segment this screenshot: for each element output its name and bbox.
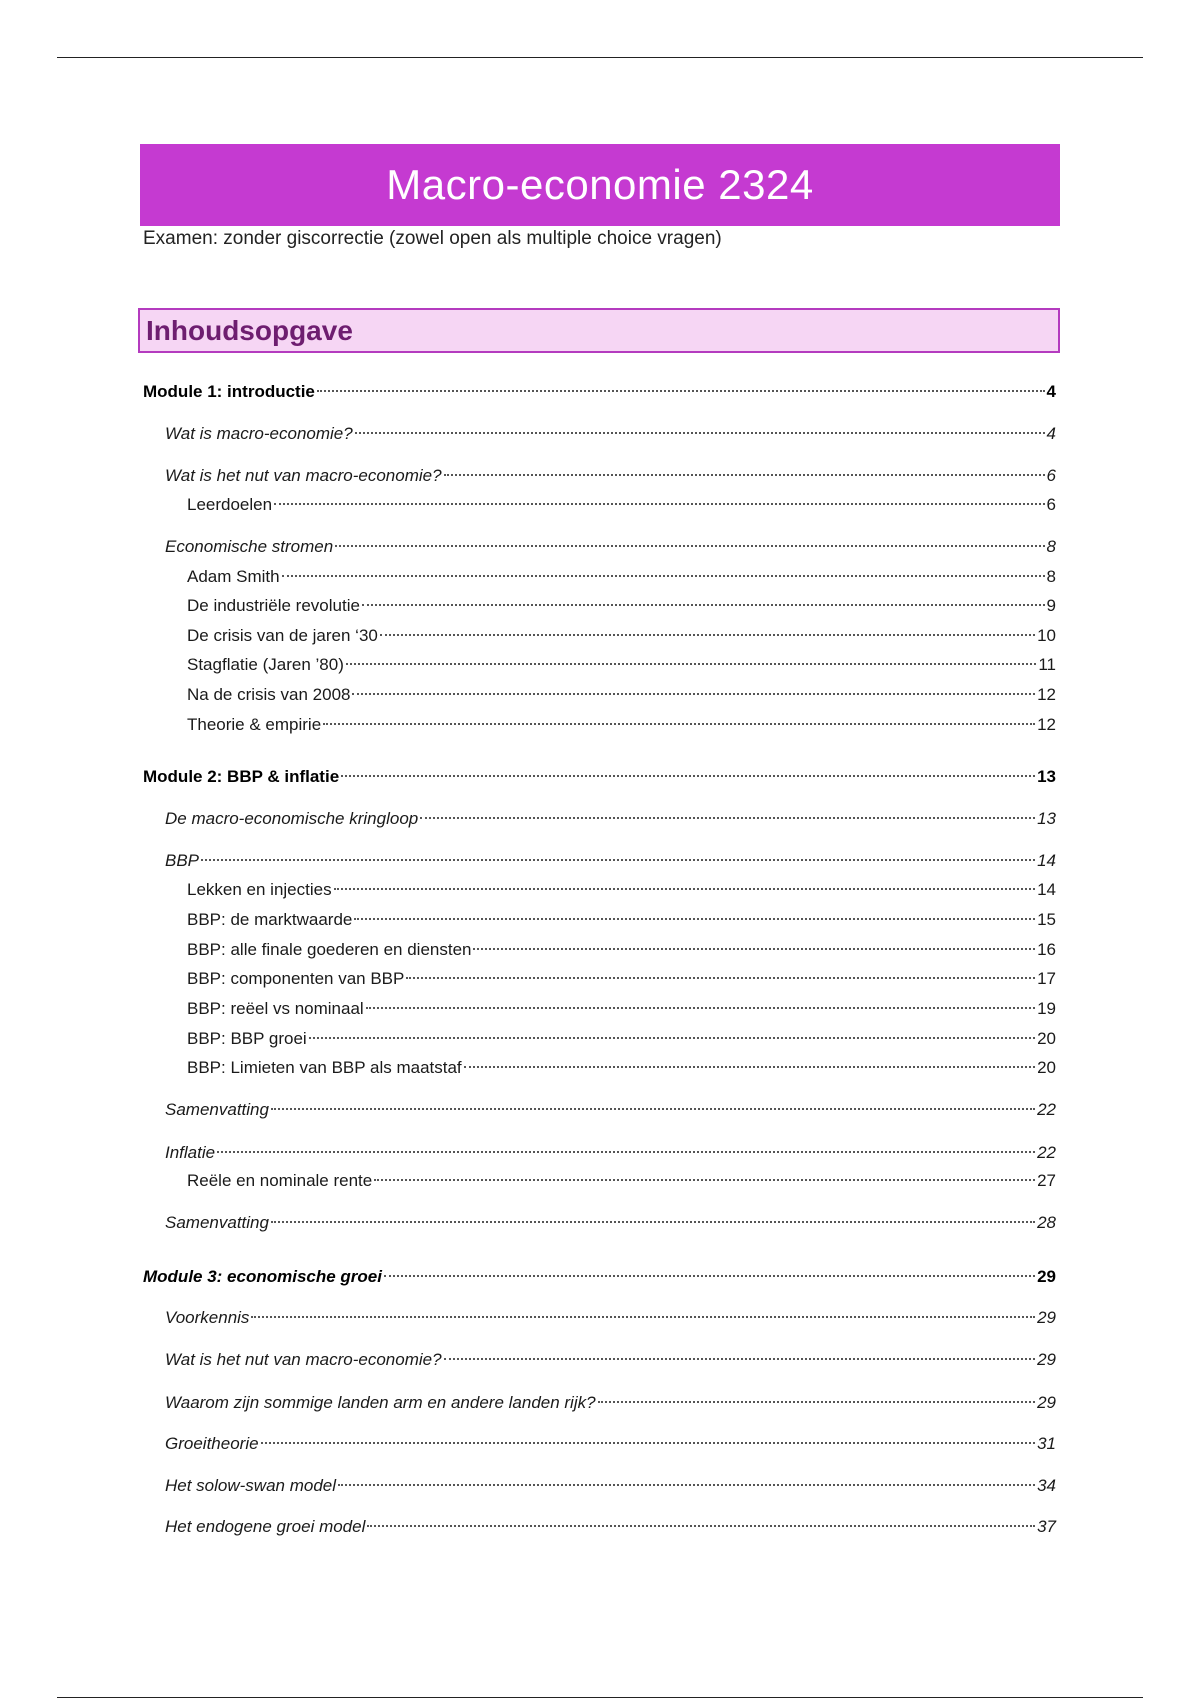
dot-leader <box>354 918 1035 920</box>
toc-entry-label: Lekken en injecties <box>187 880 332 899</box>
dot-leader <box>444 1358 1036 1360</box>
toc-entry[interactable] <box>187 713 1056 737</box>
title-banner <box>140 144 1060 226</box>
dot-leader <box>367 1525 1035 1527</box>
toc-entry-page: 29 <box>1037 1308 1056 1327</box>
toc-entry-page: 14 <box>1037 880 1056 899</box>
toc-entry[interactable] <box>165 1141 1056 1165</box>
toc-entry-page: 22 <box>1037 1143 1056 1162</box>
toc-entry-label: Wat is het nut van macro-economie? <box>165 466 442 485</box>
toc-entry-page: 29 <box>1037 1350 1056 1369</box>
toc-entry-label: Samenvatting <box>165 1100 269 1119</box>
toc-entry-label: Reële en nominale rente <box>187 1171 373 1190</box>
toc-entry-label: Module 2: BBP & inflatie <box>143 767 340 786</box>
dot-leader <box>352 693 1035 695</box>
toc-entry-label: Economische stromen <box>165 537 334 556</box>
dot-leader <box>464 1066 1035 1068</box>
toc-entry[interactable] <box>187 594 1056 618</box>
toc-entry[interactable] <box>165 535 1056 559</box>
toc-heading: Inhoudsopgave <box>146 314 353 346</box>
toc-entry[interactable] <box>187 565 1056 589</box>
toc-entry-page: 34 <box>1037 1476 1056 1495</box>
dot-leader <box>598 1401 1036 1403</box>
footer-rule <box>57 1697 1143 1698</box>
toc-entry[interactable] <box>143 380 1056 404</box>
toc-entry-page: 14 <box>1037 851 1056 870</box>
toc-entry-label: De crisis van de jaren ‘30 <box>187 626 378 645</box>
dot-leader <box>366 1007 1035 1009</box>
toc-entry[interactable] <box>143 765 1056 789</box>
toc-entry-label: BBP: BBP groei <box>187 1029 307 1048</box>
toc-entry[interactable] <box>165 1098 1056 1122</box>
toc-entry-label: BBP <box>165 851 200 870</box>
toc-entry-page: 10 <box>1037 626 1056 645</box>
toc-entry-page: 28 <box>1037 1213 1056 1232</box>
toc-entry-label: Wat is het nut van macro-economie? <box>165 1350 442 1369</box>
dot-leader <box>338 1484 1035 1486</box>
dot-leader <box>317 390 1045 392</box>
toc-entry[interactable] <box>187 624 1056 648</box>
toc-entry-label: BBP: alle finale goederen en diensten <box>187 940 472 959</box>
toc-entry[interactable] <box>187 908 1056 932</box>
toc-entry[interactable] <box>187 997 1056 1021</box>
dot-leader <box>384 1275 1035 1277</box>
toc-entry[interactable] <box>165 1211 1056 1235</box>
toc-entry-page: 37 <box>1037 1517 1056 1536</box>
toc-entry[interactable] <box>187 938 1056 962</box>
toc-entry[interactable] <box>187 1027 1056 1051</box>
toc-entry[interactable] <box>187 683 1056 707</box>
toc-entry-label: BBP: reëel vs nominaal <box>187 999 364 1018</box>
dot-leader <box>201 859 1035 861</box>
toc-entry[interactable] <box>165 422 1056 446</box>
toc-entry-page: 29 <box>1037 1267 1056 1286</box>
toc-entry[interactable] <box>165 807 1056 831</box>
dot-leader <box>341 775 1035 777</box>
toc-entry-page: 8 <box>1046 537 1056 556</box>
exam-note: Examen: zonder giscorrectie (zowel open als multiple choice vragen) <box>143 228 722 249</box>
dot-leader <box>355 432 1045 434</box>
toc-entry-label: De industriële revolutie <box>187 596 360 615</box>
dot-leader <box>271 1108 1035 1110</box>
dot-leader <box>323 723 1035 725</box>
toc-entry-page: 13 <box>1037 767 1056 786</box>
toc-entry-page: 29 <box>1037 1393 1056 1412</box>
toc-entry-label: BBP: componenten van BBP <box>187 969 405 988</box>
toc-entry-label: Voorkennis <box>165 1308 250 1327</box>
toc-entry-page: 22 <box>1037 1100 1056 1119</box>
toc-entry-label: Samenvatting <box>165 1213 269 1232</box>
toc-entry-label: Het endogene groei model <box>165 1517 366 1536</box>
dot-leader <box>309 1037 1035 1039</box>
dot-leader <box>374 1179 1035 1181</box>
dot-leader <box>473 948 1035 950</box>
toc-entry-page: 16 <box>1037 940 1056 959</box>
toc-entry-page: 8 <box>1046 567 1056 586</box>
toc-entry-label: Stagflatie (Jaren ’80) <box>187 655 344 674</box>
toc-entry-label: Groeitheorie <box>165 1434 259 1453</box>
dot-leader <box>217 1151 1035 1153</box>
toc-entry[interactable] <box>165 1348 1056 1372</box>
toc-entry[interactable] <box>143 1265 1056 1289</box>
toc-entry-page: 4 <box>1046 424 1056 443</box>
dot-leader <box>334 888 1035 890</box>
dot-leader <box>444 474 1045 476</box>
toc-entry-label: BBP: de marktwaarde <box>187 910 353 929</box>
toc-entry[interactable] <box>187 878 1056 902</box>
toc-entry[interactable] <box>165 1391 1056 1415</box>
toc-entry-label: Module 3: economische groei <box>143 1267 382 1286</box>
toc-entry-label: Waarom zijn sommige landen arm en andere landen rijk? <box>165 1393 596 1412</box>
toc-entry-label: Het solow-swan model <box>165 1476 337 1495</box>
toc-entry[interactable] <box>187 493 1056 517</box>
toc-entry-label: Na de crisis van 2008 <box>187 685 351 704</box>
toc-entry-label: Leerdoelen <box>187 495 273 514</box>
header-rule <box>57 57 1143 58</box>
toc-entry-page: 27 <box>1037 1171 1056 1190</box>
document-title: Macro-economie 2324 <box>386 161 814 208</box>
toc-entry[interactable] <box>187 1056 1056 1080</box>
dot-leader <box>362 604 1045 606</box>
toc-entry-page: 9 <box>1046 596 1056 615</box>
dot-leader <box>282 575 1045 577</box>
toc-entry-label: BBP: Limieten van BBP als maatstaf <box>187 1058 462 1077</box>
toc-entry-page: 12 <box>1037 685 1056 704</box>
toc-entry-page: 11 <box>1038 655 1056 674</box>
toc-entry-page: 17 <box>1037 969 1056 988</box>
toc-entry[interactable] <box>187 1169 1056 1193</box>
dot-leader <box>406 977 1035 979</box>
dot-leader <box>261 1442 1036 1444</box>
dot-leader <box>251 1316 1035 1318</box>
toc-entry[interactable] <box>165 1306 1056 1330</box>
toc-entry[interactable] <box>187 967 1056 991</box>
toc-entry[interactable] <box>165 464 1056 488</box>
dot-leader <box>274 503 1044 505</box>
toc-entry-page: 31 <box>1037 1434 1056 1453</box>
toc-entry-page: 13 <box>1037 809 1056 828</box>
toc-entry-label: Wat is macro-economie? <box>165 424 353 443</box>
toc-entry-label: Adam Smith <box>187 567 280 586</box>
toc-heading-box <box>138 308 1060 353</box>
dot-leader <box>420 817 1035 819</box>
toc-entry[interactable] <box>187 653 1056 677</box>
toc-entry-label: Theorie & empirie <box>187 715 322 734</box>
toc-entry[interactable] <box>165 1515 1056 1539</box>
toc-entry-page: 19 <box>1037 999 1056 1018</box>
toc-entry-label: Module 1: introductie <box>143 382 315 401</box>
toc-entry-page: 4 <box>1046 382 1056 401</box>
toc-entry[interactable] <box>165 1432 1056 1456</box>
toc-entry-page: 6 <box>1046 466 1056 485</box>
toc-entry-page: 20 <box>1037 1058 1056 1077</box>
dot-leader <box>335 545 1044 547</box>
toc-entry-label: De macro-economische kringloop <box>165 809 419 828</box>
toc-entry-page: 12 <box>1037 715 1056 734</box>
toc-entry[interactable] <box>165 1474 1056 1498</box>
dot-leader <box>380 634 1035 636</box>
toc-entry[interactable] <box>165 849 1056 873</box>
toc-entry-page: 20 <box>1037 1029 1056 1048</box>
toc-entry-page: 15 <box>1037 910 1056 929</box>
dot-leader <box>271 1221 1035 1223</box>
toc-entry-label: Inflatie <box>165 1143 216 1162</box>
toc-entry-page: 6 <box>1046 495 1056 514</box>
dot-leader <box>346 663 1036 665</box>
